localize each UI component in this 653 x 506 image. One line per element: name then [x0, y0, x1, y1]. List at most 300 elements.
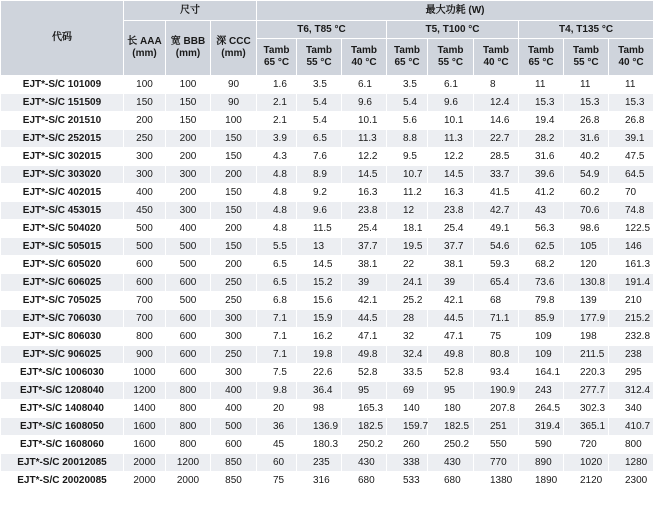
- power-cell: 42.7: [474, 202, 519, 220]
- power-cell: 49.1: [474, 220, 519, 238]
- dimension-cell: 400: [211, 400, 257, 418]
- power-cell: 47.5: [609, 148, 653, 166]
- power-cell: 13: [297, 238, 342, 256]
- power-cell: 295: [609, 364, 653, 382]
- power-cell: 109: [519, 328, 564, 346]
- power-cell: 19.8: [297, 346, 342, 364]
- power-cell: 680: [428, 472, 474, 490]
- dimension-cell: 200: [166, 148, 211, 166]
- width-label: 宽 BBB: [170, 36, 206, 47]
- tamb-header: [519, 39, 564, 76]
- power-cell: 365.1: [564, 418, 609, 436]
- product-code-cell: EJT*-S/C 606025: [1, 274, 124, 292]
- dimension-cell: 850: [211, 454, 257, 472]
- dimension-cell: 800: [166, 382, 211, 400]
- power-cell: 64.5: [609, 166, 653, 184]
- power-cell: 19.5: [387, 238, 428, 256]
- dimension-cell: 1000: [124, 364, 166, 382]
- power-cell: 11.5: [297, 220, 342, 238]
- width-unit: (mm): [175, 48, 201, 59]
- power-cell: 74.8: [609, 202, 653, 220]
- power-cell: 62.5: [519, 238, 564, 256]
- table-row: [1, 346, 653, 364]
- power-cell: 16.2: [297, 328, 342, 346]
- power-cell: 319.4: [519, 418, 564, 436]
- power-cell: 9.6: [342, 94, 387, 112]
- power-cell: 8.8: [387, 130, 428, 148]
- tamb-temp: 65 °C: [394, 57, 420, 68]
- table-row: [1, 310, 653, 328]
- power-cell: 4.8: [257, 166, 297, 184]
- power-cell: 11.3: [342, 130, 387, 148]
- power-cell: 60: [257, 454, 297, 472]
- power-cell: 164.1: [519, 364, 564, 382]
- power-cell: 161.3: [609, 256, 653, 274]
- power-cell: 7.5: [257, 364, 297, 382]
- power-cell: 38.1: [342, 256, 387, 274]
- dimension-cell: 100: [166, 76, 211, 94]
- power-cell: 75: [474, 328, 519, 346]
- tamb-header: [609, 39, 653, 76]
- power-cell: 302.3: [564, 400, 609, 418]
- power-cell: 68.2: [519, 256, 564, 274]
- dimension-cell: 250: [211, 292, 257, 310]
- product-code-cell: EJT*-S/C 1208040: [1, 382, 124, 400]
- dimension-cell: 850: [211, 472, 257, 490]
- power-cell: 800: [609, 436, 653, 454]
- max-power-header: 最大功耗 (W): [257, 1, 653, 21]
- power-cell: 2.1: [257, 112, 297, 130]
- dimension-cell: 1600: [124, 418, 166, 436]
- dimension-cell: 300: [166, 202, 211, 220]
- dimension-cell: 200: [166, 184, 211, 202]
- power-cell: 680: [342, 472, 387, 490]
- power-cell: 6.5: [257, 274, 297, 292]
- dimension-cell: 1600: [124, 436, 166, 454]
- power-cell: 5.4: [387, 94, 428, 112]
- power-cell: 180.3: [297, 436, 342, 454]
- power-cell: 73.6: [519, 274, 564, 292]
- length-header: [124, 21, 166, 76]
- power-cell: 47.1: [428, 328, 474, 346]
- dimension-cell: 250: [211, 346, 257, 364]
- power-cell: 215.2: [609, 310, 653, 328]
- dimension-cell: 600: [124, 274, 166, 292]
- product-code-cell: EJT*-S/C 1608050: [1, 418, 124, 436]
- power-cell: 75: [257, 472, 297, 490]
- dimension-cell: 1200: [124, 382, 166, 400]
- power-cell: 14.5: [428, 166, 474, 184]
- power-cell: 3.9: [257, 130, 297, 148]
- power-cell: 70.6: [564, 202, 609, 220]
- dimension-cell: 600: [166, 274, 211, 292]
- power-cell: 25.2: [387, 292, 428, 310]
- power-cell: 39.1: [609, 130, 653, 148]
- class-t5-header: T5, T100 °C: [387, 21, 519, 39]
- power-cell: 24.1: [387, 274, 428, 292]
- power-cell: 69: [387, 382, 428, 400]
- dimension-cell: 800: [166, 436, 211, 454]
- dimension-cell: 200: [211, 220, 257, 238]
- power-cell: 235: [297, 454, 342, 472]
- dimension-cell: 800: [124, 328, 166, 346]
- power-cell: 15.3: [519, 94, 564, 112]
- power-cell: 12.2: [342, 148, 387, 166]
- power-cell: 65.4: [474, 274, 519, 292]
- power-cell: 98: [297, 400, 342, 418]
- power-cell: 22: [387, 256, 428, 274]
- power-cell: 6.8: [257, 292, 297, 310]
- dimension-cell: 300: [211, 310, 257, 328]
- dimension-cell: 90: [211, 76, 257, 94]
- table-row: [1, 148, 653, 166]
- power-cell: 45: [257, 436, 297, 454]
- power-cell: 38.1: [428, 256, 474, 274]
- power-cell: 177.9: [564, 310, 609, 328]
- power-cell: 9.6: [297, 202, 342, 220]
- dimension-cell: 150: [124, 94, 166, 112]
- length-unit: (mm): [132, 48, 157, 59]
- dimension-cell: 300: [211, 364, 257, 382]
- power-cell: 338: [387, 454, 428, 472]
- dimension-cell: 700: [124, 310, 166, 328]
- table-row: [1, 76, 653, 94]
- product-code-cell: EJT*-S/C 303020: [1, 166, 124, 184]
- header-row-1: [1, 1, 653, 21]
- power-cell: 15.2: [297, 274, 342, 292]
- table-row: [1, 238, 653, 256]
- power-cell: 28.5: [474, 148, 519, 166]
- table-row: [1, 454, 653, 472]
- tamb-header: [428, 39, 474, 76]
- power-cell: 6.5: [257, 256, 297, 274]
- table-row: [1, 418, 653, 436]
- power-cell: 3.5: [297, 76, 342, 94]
- power-cell: 1890: [519, 472, 564, 490]
- power-cell: 191.4: [609, 274, 653, 292]
- tamb-temp: 40 °C: [618, 57, 644, 68]
- power-cell: 23.8: [428, 202, 474, 220]
- power-cell: 37.7: [342, 238, 387, 256]
- power-cell: 32: [387, 328, 428, 346]
- power-cell: 340: [609, 400, 653, 418]
- product-code-cell: EJT*-S/C 453015: [1, 202, 124, 220]
- power-cell: 207.8: [474, 400, 519, 418]
- power-cell: 7.1: [257, 346, 297, 364]
- depth-unit: (mm): [221, 48, 246, 59]
- product-code-cell: EJT*-S/C 504020: [1, 220, 124, 238]
- power-cell: 95: [342, 382, 387, 400]
- table-row: [1, 220, 653, 238]
- product-code-cell: EJT*-S/C 20020085: [1, 472, 124, 490]
- product-code-cell: EJT*-S/C 402015: [1, 184, 124, 202]
- dimension-cell: 600: [211, 436, 257, 454]
- power-cell: 11.2: [387, 184, 428, 202]
- tamb-label: Tamb: [437, 45, 464, 56]
- power-cell: 31.6: [519, 148, 564, 166]
- power-cell: 1.6: [257, 76, 297, 94]
- dimension-cell: 300: [166, 166, 211, 184]
- power-cell: 23.8: [342, 202, 387, 220]
- power-cell: 4.8: [257, 220, 297, 238]
- table-row: [1, 184, 653, 202]
- power-cell: 11: [519, 76, 564, 94]
- power-cell: 9.8: [257, 382, 297, 400]
- power-cell: 6.1: [428, 76, 474, 94]
- product-code-cell: EJT*-S/C 1408040: [1, 400, 124, 418]
- dimension-cell: 200: [211, 256, 257, 274]
- power-cell: 71.1: [474, 310, 519, 328]
- power-cell: 41.5: [474, 184, 519, 202]
- power-cell: 220.3: [564, 364, 609, 382]
- power-cell: 12: [387, 202, 428, 220]
- tamb-temp: 55 °C: [573, 57, 599, 68]
- tamb-temp: 55 °C: [437, 57, 464, 68]
- tamb-label: Tamb: [263, 45, 290, 56]
- power-cell: 36: [257, 418, 297, 436]
- power-cell: 28.2: [519, 130, 564, 148]
- power-cell: 37.7: [428, 238, 474, 256]
- power-cell: 22.7: [474, 130, 519, 148]
- power-cell: 12.4: [474, 94, 519, 112]
- power-cell: 1380: [474, 472, 519, 490]
- power-cell: 10.1: [342, 112, 387, 130]
- power-cell: 5.5: [257, 238, 297, 256]
- power-cell: 770: [474, 454, 519, 472]
- dimension-cell: 450: [124, 202, 166, 220]
- table-row: [1, 436, 653, 454]
- dimension-cell: 150: [211, 148, 257, 166]
- power-cell: 533: [387, 472, 428, 490]
- power-cell: 40.2: [564, 148, 609, 166]
- power-cell: 4.3: [257, 148, 297, 166]
- dimension-cell: 2000: [166, 472, 211, 490]
- power-cell: 43: [519, 202, 564, 220]
- dimension-cell: 800: [166, 400, 211, 418]
- dimension-cell: 300: [124, 148, 166, 166]
- table-row: [1, 166, 653, 184]
- power-cell: 56.3: [519, 220, 564, 238]
- tamb-label: Tamb: [483, 45, 509, 56]
- dimension-cell: 500: [211, 418, 257, 436]
- power-cell: 15.3: [609, 94, 653, 112]
- power-cell: 16.3: [428, 184, 474, 202]
- table-row: [1, 292, 653, 310]
- power-cell: 243: [519, 382, 564, 400]
- dimension-cell: 150: [211, 130, 257, 148]
- table-row: [1, 382, 653, 400]
- table-row: [1, 256, 653, 274]
- table-row: [1, 400, 653, 418]
- power-cell: 139: [564, 292, 609, 310]
- power-cell: 130.8: [564, 274, 609, 292]
- product-code-cell: EJT*-S/C 706030: [1, 310, 124, 328]
- power-cell: 105: [564, 238, 609, 256]
- power-cell: 49.8: [342, 346, 387, 364]
- dimension-cell: 500: [166, 292, 211, 310]
- power-cell: 250.2: [342, 436, 387, 454]
- tamb-label: Tamb: [618, 45, 645, 56]
- code-header: 代码: [1, 1, 124, 76]
- tamb-header: [297, 39, 342, 76]
- table-body: [1, 76, 653, 490]
- dimension-cell: 300: [211, 328, 257, 346]
- power-cell: 95: [428, 382, 474, 400]
- power-cell: 2120: [564, 472, 609, 490]
- power-cell: 260: [387, 436, 428, 454]
- dimension-cell: 200: [124, 112, 166, 130]
- power-cell: 54.9: [564, 166, 609, 184]
- product-code-cell: EJT*-S/C 302015: [1, 148, 124, 166]
- power-cell: 28: [387, 310, 428, 328]
- power-cell: 22.6: [297, 364, 342, 382]
- power-cell: 198: [564, 328, 609, 346]
- dimension-cell: 500: [166, 238, 211, 256]
- power-cell: 41.2: [519, 184, 564, 202]
- power-cell: 36.4: [297, 382, 342, 400]
- power-cell: 211.5: [564, 346, 609, 364]
- table-row: [1, 328, 653, 346]
- tamb-header: [387, 39, 428, 76]
- power-cell: 5.4: [297, 112, 342, 130]
- power-cell: 15.9: [297, 310, 342, 328]
- power-cell: 33.5: [387, 364, 428, 382]
- power-cell: 7.1: [257, 328, 297, 346]
- dimension-cell: 400: [166, 220, 211, 238]
- power-cell: 25.4: [342, 220, 387, 238]
- power-cell: 8: [474, 76, 519, 94]
- power-cell: 3.5: [387, 76, 428, 94]
- dimension-cell: 150: [166, 94, 211, 112]
- dimension-cell: 250: [124, 130, 166, 148]
- power-cell: 109: [519, 346, 564, 364]
- power-cell: 136.9: [297, 418, 342, 436]
- power-cell: 52.8: [342, 364, 387, 382]
- power-cell: 85.9: [519, 310, 564, 328]
- power-cell: 26.8: [609, 112, 653, 130]
- dimension-cell: 600: [166, 310, 211, 328]
- power-cell: 720: [564, 436, 609, 454]
- length-label: 长 AAA: [127, 36, 162, 47]
- dimension-cell: 600: [166, 346, 211, 364]
- dimension-cell: 500: [124, 238, 166, 256]
- power-cell: 39: [342, 274, 387, 292]
- tamb-label: Tamb: [306, 45, 332, 56]
- dimension-cell: 1400: [124, 400, 166, 418]
- power-cell: 180: [428, 400, 474, 418]
- power-cell: 33.7: [474, 166, 519, 184]
- tamb-header: [564, 39, 609, 76]
- power-cell: 42.1: [428, 292, 474, 310]
- product-code-cell: EJT*-S/C 806030: [1, 328, 124, 346]
- power-cell: 120: [564, 256, 609, 274]
- table-row: [1, 130, 653, 148]
- tamb-temp: 65 °C: [263, 57, 290, 68]
- tamb-label: Tamb: [573, 45, 599, 56]
- power-cell: 146: [609, 238, 653, 256]
- power-cell: 15.3: [564, 94, 609, 112]
- power-cell: 251: [474, 418, 519, 436]
- power-cell: 410.7: [609, 418, 653, 436]
- power-cell: 890: [519, 454, 564, 472]
- power-cell: 238: [609, 346, 653, 364]
- power-cell: 140: [387, 400, 428, 418]
- power-cell: 4.8: [257, 202, 297, 220]
- power-cell: 14.5: [297, 256, 342, 274]
- power-cell: 52.8: [428, 364, 474, 382]
- power-cell: 2300: [609, 472, 653, 490]
- power-cell: 6.5: [297, 130, 342, 148]
- power-cell: 70: [609, 184, 653, 202]
- tamb-label: Tamb: [394, 45, 420, 56]
- power-cell: 6.1: [342, 76, 387, 94]
- power-cell: 18.1: [387, 220, 428, 238]
- dimension-cell: 2000: [124, 454, 166, 472]
- power-cell: 312.4: [609, 382, 653, 400]
- power-cell: 16.3: [342, 184, 387, 202]
- dimension-cell: 600: [166, 364, 211, 382]
- tamb-label: Tamb: [351, 45, 377, 56]
- dimension-cell: 400: [124, 184, 166, 202]
- power-cell: 26.8: [564, 112, 609, 130]
- dimension-cell: 400: [211, 382, 257, 400]
- power-cell: 44.5: [428, 310, 474, 328]
- tamb-header: [257, 39, 297, 76]
- power-cell: 250.2: [428, 436, 474, 454]
- power-cell: 11: [564, 76, 609, 94]
- product-code-cell: EJT*-S/C 101009: [1, 76, 124, 94]
- power-cell: 11: [609, 76, 653, 94]
- product-code-cell: EJT*-S/C 1608060: [1, 436, 124, 454]
- table-row: [1, 112, 653, 130]
- dimension-cell: 2000: [124, 472, 166, 490]
- power-cell: 430: [342, 454, 387, 472]
- dimension-cell: 200: [211, 166, 257, 184]
- dimension-cell: 150: [211, 202, 257, 220]
- power-cell: 210: [609, 292, 653, 310]
- tamb-temp: 55 °C: [306, 57, 332, 68]
- power-cell: 80.8: [474, 346, 519, 364]
- power-cell: 159.7: [387, 418, 428, 436]
- dimension-cell: 250: [211, 274, 257, 292]
- product-code-cell: EJT*-S/C 201510: [1, 112, 124, 130]
- power-cell: 11.3: [428, 130, 474, 148]
- product-code-cell: EJT*-S/C 1006030: [1, 364, 124, 382]
- dimension-cell: 1200: [166, 454, 211, 472]
- power-cell: 68: [474, 292, 519, 310]
- table-row: [1, 472, 653, 490]
- power-cell: 19.4: [519, 112, 564, 130]
- power-cell: 122.5: [609, 220, 653, 238]
- power-cell: 39: [428, 274, 474, 292]
- power-cell: 14.6: [474, 112, 519, 130]
- power-cell: 15.6: [297, 292, 342, 310]
- class-t6-header: T6, T85 °C: [257, 21, 387, 39]
- power-cell: 8.9: [297, 166, 342, 184]
- power-cell: 7.1: [257, 310, 297, 328]
- power-cell: 590: [519, 436, 564, 454]
- product-code-cell: EJT*-S/C 252015: [1, 130, 124, 148]
- power-cell: 232.8: [609, 328, 653, 346]
- power-cell: 182.5: [342, 418, 387, 436]
- tamb-label: Tamb: [528, 45, 554, 56]
- dimension-cell: 900: [124, 346, 166, 364]
- dimension-cell: 90: [211, 94, 257, 112]
- width-header: [166, 21, 211, 76]
- power-cell: 47.1: [342, 328, 387, 346]
- product-code-cell: EJT*-S/C 20012085: [1, 454, 124, 472]
- tamb-header: [342, 39, 387, 76]
